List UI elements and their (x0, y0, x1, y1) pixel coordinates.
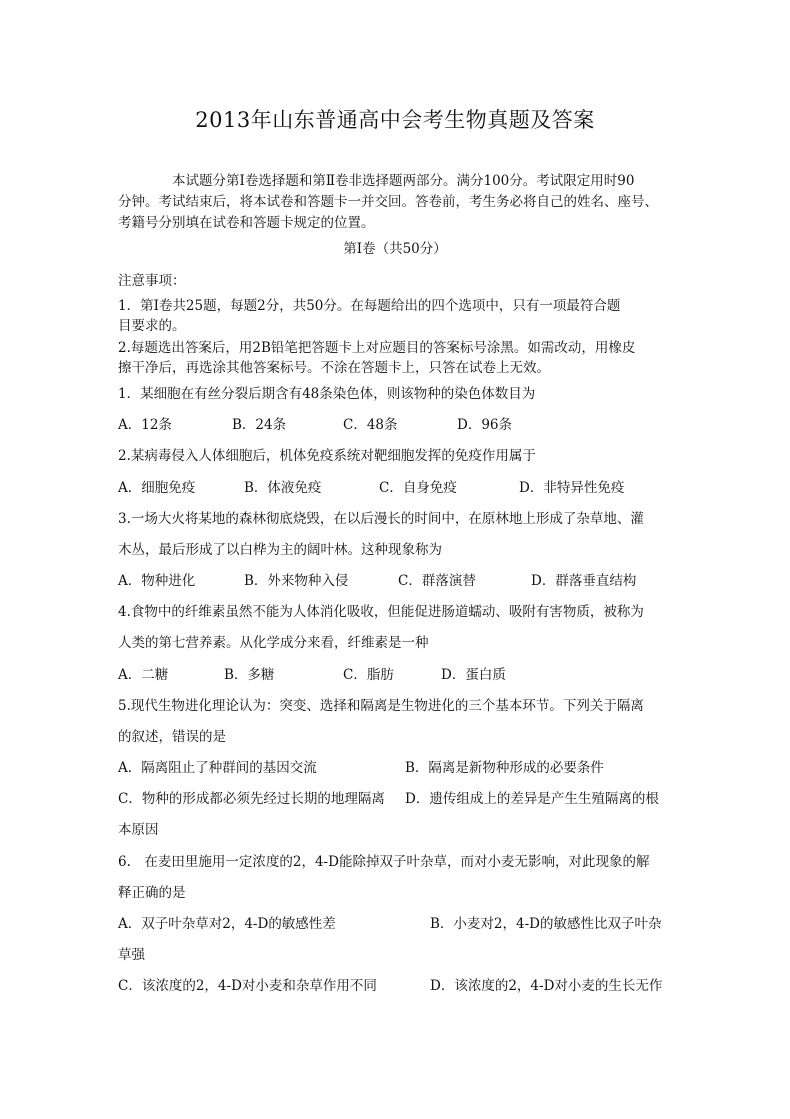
section-title: 第Ⅰ卷（共50分） (343, 241, 447, 257)
intro-line: 分钟。考试结束后，将本试卷和答题卡一并交回。答卷前，考生务必将自己的姓名、座号、 (118, 194, 658, 210)
question-stem: 2.某病毒侵入人体细胞后，机体免疫系统对靶细胞发挥的免疫作用属于 (118, 448, 536, 464)
question-stem: 木丛，最后形成了以白桦为主的阔叶林。这种现象称为 (118, 542, 442, 558)
option-b-continued: 草强 (118, 947, 145, 963)
question-stem: 释正确的是 (118, 885, 186, 901)
option-a: A．细胞免疫 (118, 480, 196, 496)
option-b: B．24条 (232, 417, 287, 433)
option-d: D．96条 (457, 417, 513, 433)
question-stem: 5.现代生物进化理论认为：突变、选择和隔离是生物进化的三个基本环节。下列关于隔离 (118, 698, 644, 714)
notes-line: 擦干净后，再选涂其他答案标号。不涂在答题卡上，只答在试卷上无效。 (118, 360, 550, 376)
option-a: A．物种进化 (118, 573, 196, 589)
option-d: D．遗传组成上的差异是产生生殖隔离的根 (405, 791, 659, 807)
option-c: C．48条 (343, 417, 398, 433)
question-stem: 1．某细胞在有丝分裂后期含有48条染色体，则该物种的染色体数目为 (118, 386, 536, 402)
option-c: C．脂肪 (343, 667, 394, 683)
option-c: C．自身免疫 (379, 480, 457, 496)
option-d: D．非特异性免疫 (519, 480, 625, 496)
notes-line: 1．第Ⅰ卷共25题，每题2分，共50分。在每题给出的四个选项中，只有一项最符合题 (118, 298, 621, 314)
question-stem: 人类的第七营养素。从化学成分来看，纤维素是一种 (118, 635, 429, 651)
option-c: C．该浓度的2，4-D对小麦和杂草作用不同 (118, 978, 377, 994)
option-b: B．多糖 (224, 667, 275, 683)
option-b: B．小麦对2，4-D的敏感性比双子叶杂 (430, 916, 662, 932)
question-stem: 的叙述，错误的是 (118, 729, 226, 745)
option-a: A．12条 (118, 417, 172, 433)
option-c: C．物种的形成都必须先经过长期的地理隔离 (118, 791, 385, 807)
option-b: B．隔离是新物种形成的必要条件 (405, 760, 604, 776)
question-stem: 6. 在麦田里施用一定浓度的2，4-D能除掉双子叶杂草，而对小麦无影响，对此现象的解 (118, 854, 650, 870)
question-stem: 4.食物中的纤维素虽然不能为人体消化吸收，但能促进肠道蠕动、吸附有害物质，被称为 (118, 604, 644, 620)
option-d: D．群落垂直结构 (531, 573, 637, 589)
option-c: C．群落演替 (398, 573, 476, 589)
notes-line: 目要求的。 (118, 318, 186, 334)
option-d: D．蛋白质 (441, 667, 506, 683)
intro-line: 考籍号分别填在试卷和答题卡规定的位置。 (118, 215, 375, 231)
option-b: B．体液免疫 (244, 480, 322, 496)
option-d: D．该浓度的2，4-D对小麦的生长无作 (430, 978, 663, 994)
question-stem: 3.一场大火将某地的森林彻底烧毁，在以后漫长的时间中，在原林地上形成了杂草地、灌 (118, 511, 644, 527)
notes-heading: 注意事项： (118, 273, 186, 289)
option-b: B．外来物种入侵 (244, 573, 349, 589)
option-a: A．隔离阻止了种群间的基因交流 (118, 760, 317, 776)
option-a: A．二糖 (118, 667, 169, 683)
option-d-continued: 本原因 (118, 822, 159, 838)
intro-line: 本试题分第Ⅰ卷选择题和第Ⅱ卷非选择题两部分。满分100分。考试限定用时90 (118, 173, 635, 189)
notes-line: 2.每题选出答案后，用2B铅笔把答题卡上对应题目的答案标号涂黑。如需改动，用橡皮 (118, 340, 636, 356)
option-a: A．双子叶杂草对2，4-D的敏感性差 (118, 916, 336, 932)
document-title: 2013年山东普通高中会考生物真题及答案 (195, 108, 595, 132)
